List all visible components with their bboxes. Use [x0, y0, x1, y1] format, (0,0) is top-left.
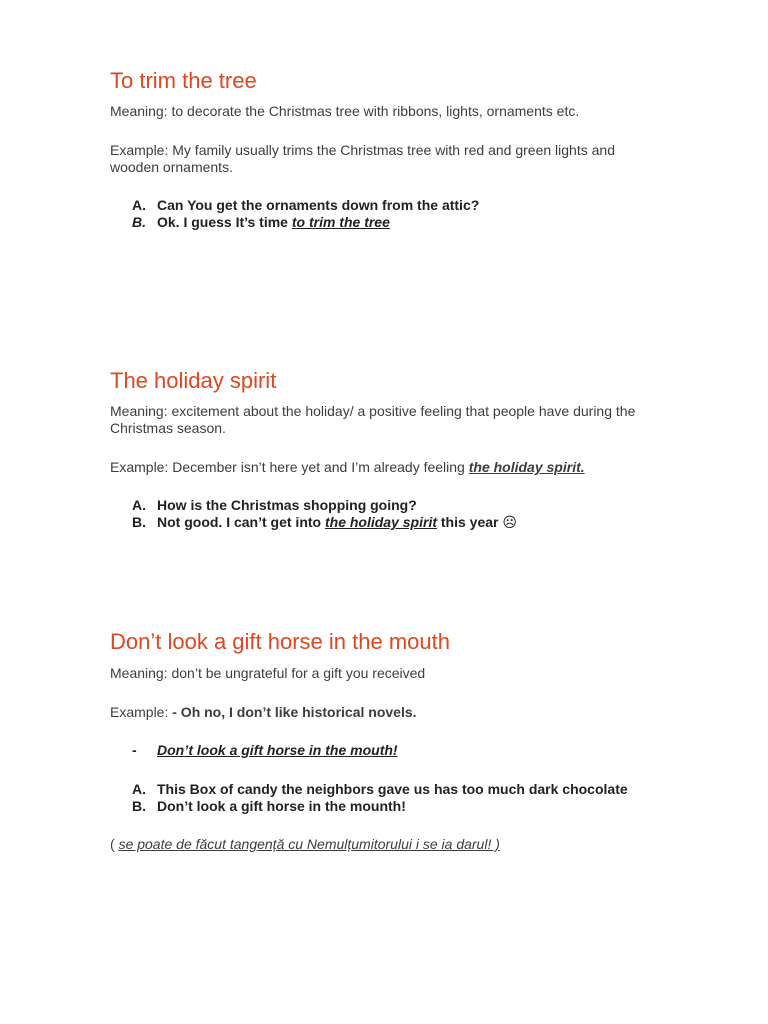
meaning-text-line1: Meaning: excitement about the holiday/ a positive feeling that people have during the	[110, 403, 636, 419]
dialog-text	[157, 214, 390, 231]
dialog-text: This Box of candy the neighbors gave us has too much dark chocolate	[157, 781, 628, 797]
dialog-marker: A.	[132, 781, 146, 797]
example-label: Example:	[110, 704, 173, 720]
dialog-text	[157, 514, 517, 531]
note-body: se poate de făcut tangență cu Nemulțumitorului i se ia darul! )	[118, 836, 500, 852]
idiom-emphasis: the holiday spirit.	[468, 459, 585, 475]
meaning-text-line2: Christmas season.	[110, 420, 226, 436]
example-quote: - Oh no, I don’t like historical novels.	[172, 704, 417, 720]
example-text	[110, 704, 417, 721]
section-title: To trim the tree	[110, 68, 257, 93]
dialog-text-before: Ok. I guess It’s time	[157, 214, 292, 230]
meaning-text: Meaning: to decorate the Christmas tree with ribbons, lights, ornaments etc.	[110, 103, 580, 119]
dialog-marker: B.	[132, 214, 146, 230]
idiom-emphasis: the holiday spirit	[324, 514, 437, 530]
dialog-marker: A.	[132, 497, 146, 513]
dialog-text-after: this year ☹	[437, 514, 517, 530]
section-title: The holiday spirit	[110, 368, 277, 393]
idiom-emphasis: Don’t look a gift horse in the mouth!	[157, 742, 398, 758]
reply-marker: -	[132, 742, 137, 758]
idiom-emphasis: to trim the tree	[291, 214, 390, 230]
dialog-marker: B.	[132, 514, 146, 530]
example-text-line2: wooden ornaments.	[110, 159, 233, 175]
meaning-text: Meaning: don’t be ungrateful for a gift you received	[110, 665, 426, 681]
section-title: Don’t look a gift horse in the mouth	[110, 629, 450, 654]
dialog-text: How is the Christmas shopping going?	[157, 497, 417, 513]
dialog-text: Don’t look a gift horse in the mounth!	[157, 798, 406, 814]
dialog-text: Can You get the ornaments down from the attic?	[157, 197, 480, 213]
dialog-marker: B.	[132, 798, 146, 814]
note-text	[110, 836, 500, 853]
example-text-line1: Example: My family usually trims the Christmas tree with red and green lights and	[110, 142, 615, 158]
example-text-before: Example: December isn’t here yet and I’m already feeling	[110, 459, 469, 475]
dialog-text-before: Not good. I can’t get into	[157, 514, 325, 530]
note-open: (	[110, 836, 119, 852]
dialog-marker: A.	[132, 197, 146, 213]
example-text	[110, 459, 585, 476]
